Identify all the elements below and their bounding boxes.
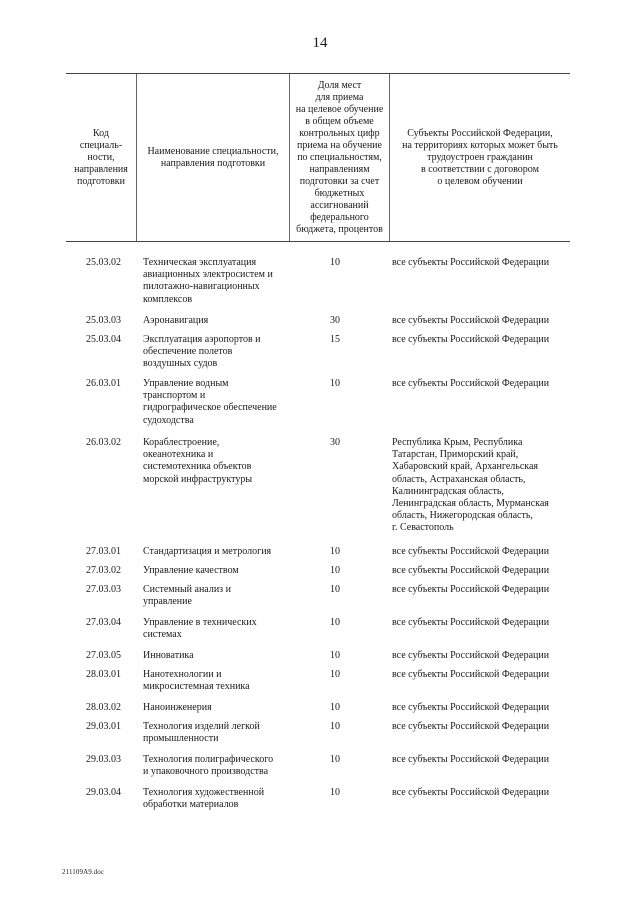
row-share: 10 <box>330 546 340 557</box>
header-line: в соответствии с договором <box>421 163 539 175</box>
row-code: 26.03.02 <box>86 437 121 448</box>
header-subjects <box>390 74 570 241</box>
row-share: 30 <box>330 437 340 448</box>
row-name-line: авиационных электросистем и <box>143 269 273 281</box>
header-line: подготовки за счет <box>299 175 380 187</box>
row-name <box>143 650 293 662</box>
row-name-line: обеспечение полетов <box>143 346 233 358</box>
row-subjects-line: все субъекты Российской Федерации <box>392 650 550 661</box>
row-subjects <box>392 787 570 799</box>
row-name-line: морской инфраструктуры <box>143 473 253 485</box>
row-subjects-line: все субъекты Российской Федерации <box>392 617 550 628</box>
row-name <box>143 257 293 306</box>
row-name-line: Управление водным <box>143 378 229 389</box>
header-line: приема на обучение <box>297 139 382 151</box>
row-share: 10 <box>330 754 340 765</box>
header-line: направлениям <box>309 163 370 175</box>
row-name <box>143 546 293 558</box>
header-code-text <box>74 128 128 188</box>
header-line: ассигнований <box>310 199 369 211</box>
row-name-line: транспортом и <box>143 390 206 402</box>
row-name-line: управление <box>143 596 192 608</box>
row-name-line: Аэронавигация <box>143 315 209 326</box>
row-name <box>143 754 293 778</box>
header-line: для приема <box>315 91 364 103</box>
row-name-line: Кораблестроение, <box>143 437 220 448</box>
row-share: 10 <box>330 721 340 732</box>
row-name-line: Технология художественной <box>143 787 265 798</box>
document-footer: 211109A9.doc <box>62 868 105 876</box>
row-name-line: гидрографическое обеспечение <box>143 402 277 414</box>
row-name-line: Техническая эксплуатация <box>143 257 257 268</box>
row-share: 10 <box>330 565 340 576</box>
row-code: 26.03.01 <box>86 378 121 389</box>
header-line: Наименование специальности, <box>147 145 279 157</box>
header-line: контрольных цифр <box>299 127 380 139</box>
header-line: Код <box>93 127 109 139</box>
row-code: 29.03.03 <box>86 754 121 765</box>
row-name-line: Технология изделий легкой <box>143 721 260 732</box>
row-subjects <box>392 721 570 733</box>
row-name-line: Нанотехнологии и <box>143 669 222 680</box>
row-code: 27.03.01 <box>86 546 121 557</box>
row-subjects <box>392 257 570 269</box>
row-subjects-line: все субъекты Российской Федерации <box>392 315 550 326</box>
row-share: 10 <box>330 650 340 661</box>
header-line: на целевое обучение <box>295 103 384 115</box>
row-subjects-line: все субъекты Российской Федерации <box>392 669 550 680</box>
header-line: бюджетных <box>314 187 365 199</box>
row-share: 10 <box>330 702 340 713</box>
row-name-line: Стандартизация и метрология <box>143 546 272 557</box>
row-subjects <box>392 546 570 558</box>
header-line: Субъекты Российской Федерации, <box>407 127 553 139</box>
row-share: 30 <box>330 315 340 326</box>
row-name <box>143 565 293 577</box>
header-name-text <box>147 146 278 170</box>
header-line: ности, <box>87 151 115 163</box>
header-line: специаль- <box>79 139 123 151</box>
row-name-line: Наноинженерия <box>143 702 212 713</box>
row-name <box>143 334 293 371</box>
row-share: 10 <box>330 378 340 389</box>
header-line: направления <box>74 163 128 175</box>
row-subjects <box>392 378 570 390</box>
row-subjects-line: все субъекты Российской Федерации <box>392 378 550 389</box>
row-name-line: воздушных судов <box>143 358 218 370</box>
row-subjects <box>392 437 570 535</box>
row-code: 27.03.05 <box>86 650 121 661</box>
row-subjects-line: г. Севастополь <box>392 522 454 534</box>
header-share <box>290 74 389 241</box>
row-name <box>143 584 293 608</box>
header-line: трудоустроен гражданин <box>427 151 533 163</box>
header-code <box>66 74 136 241</box>
row-name <box>143 702 293 714</box>
row-name <box>143 721 293 745</box>
row-subjects <box>392 315 570 327</box>
row-share: 10 <box>330 257 340 268</box>
row-name <box>143 787 293 811</box>
header-line: Доля мест <box>317 79 362 91</box>
row-subjects-line: все субъекты Российской Федерации <box>392 334 550 345</box>
header-line: на территориях которых может быть <box>402 139 558 151</box>
row-code: 27.03.04 <box>86 617 121 628</box>
row-name-line: Инноватика <box>143 650 194 661</box>
page-number: 14 <box>312 35 328 51</box>
header-line: бюджета, процентов <box>296 223 383 235</box>
header-share-text <box>296 80 384 236</box>
row-name <box>143 315 293 327</box>
row-subjects-line: все субъекты Российской Федерации <box>392 721 550 732</box>
row-name-line: микросистемная техника <box>143 681 250 693</box>
row-name <box>143 617 293 641</box>
row-code: 28.03.02 <box>86 702 121 713</box>
row-subjects-line: Ленинградская область, Мурманская <box>392 498 549 510</box>
row-name <box>143 437 293 486</box>
row-subjects-line: все субъекты Российской Федерации <box>392 702 550 713</box>
row-name-line: и упаковочного производства <box>143 766 269 778</box>
row-name <box>143 378 293 427</box>
row-name-line: Эксплуатация аэропортов и <box>143 334 261 345</box>
row-code: 29.03.01 <box>86 721 121 732</box>
header-line: федерального <box>310 211 369 223</box>
row-subjects <box>392 669 570 681</box>
row-name-line: Управление в технических <box>143 617 257 628</box>
row-subjects <box>392 754 570 766</box>
row-subjects <box>392 584 570 596</box>
row-share: 15 <box>330 334 340 345</box>
row-subjects-line: Республика Крым, Республика <box>392 437 523 448</box>
row-subjects-line: Татарстан, Приморский край, <box>392 449 519 461</box>
row-subjects <box>392 617 570 629</box>
row-code: 29.03.04 <box>86 787 121 798</box>
row-share: 10 <box>330 617 340 628</box>
header-line: направления подготовки <box>160 157 266 169</box>
row-subjects-line: Калининградская область, <box>392 485 504 497</box>
row-code: 25.03.03 <box>86 315 121 326</box>
row-subjects-line: все субъекты Российской Федерации <box>392 546 550 557</box>
row-subjects <box>392 565 570 577</box>
row-name-line: пилотажно-навигационных <box>143 281 260 293</box>
row-subjects <box>392 702 570 714</box>
row-subjects-line: область, Астраханская область, <box>392 473 526 485</box>
row-subjects-line: область, Нижегородская область, <box>392 510 533 522</box>
header-line: в общем объеме <box>305 115 374 127</box>
row-name-line: системотехника объектов <box>143 461 252 473</box>
row-code: 27.03.03 <box>86 584 121 595</box>
row-subjects-line: все субъекты Российской Федерации <box>392 565 550 576</box>
row-subjects-line: все субъекты Российской Федерации <box>392 584 550 595</box>
row-share: 10 <box>330 584 340 595</box>
header-subjects-text <box>402 128 558 188</box>
header-line: по специальностям, <box>297 151 382 163</box>
row-subjects-line: все субъекты Российской Федерации <box>392 754 550 765</box>
row-name-line: Системный анализ и <box>143 584 231 595</box>
row-name-line: Управление качеством <box>143 565 239 576</box>
header-bottom-rule <box>66 241 570 242</box>
row-subjects-line: Хабаровский край, Архангельская <box>392 461 539 473</box>
row-name-line: судоходства <box>143 414 194 426</box>
row-name-line: комплексов <box>143 293 193 305</box>
row-code: 25.03.02 <box>86 257 121 268</box>
header-name <box>137 74 289 241</box>
row-subjects <box>392 650 570 662</box>
row-share: 10 <box>330 669 340 680</box>
row-share: 10 <box>330 787 340 798</box>
row-code: 28.03.01 <box>86 669 121 680</box>
header-line: подготовки <box>76 175 126 187</box>
row-name-line: системах <box>143 629 182 641</box>
row-subjects-line: все субъекты Российской Федерации <box>392 257 550 268</box>
row-code: 27.03.02 <box>86 565 121 576</box>
row-name-line: обработки материалов <box>143 799 239 811</box>
row-subjects-line: все субъекты Российской Федерации <box>392 787 550 798</box>
row-name-line: промышленности <box>143 733 219 745</box>
header-line: о целевом обучении <box>437 175 523 187</box>
row-name <box>143 669 293 693</box>
row-subjects <box>392 334 570 346</box>
row-name-line: Технология полиграфического <box>143 754 274 765</box>
row-name-line: океанотехника и <box>143 449 214 461</box>
row-code: 25.03.04 <box>86 334 121 345</box>
